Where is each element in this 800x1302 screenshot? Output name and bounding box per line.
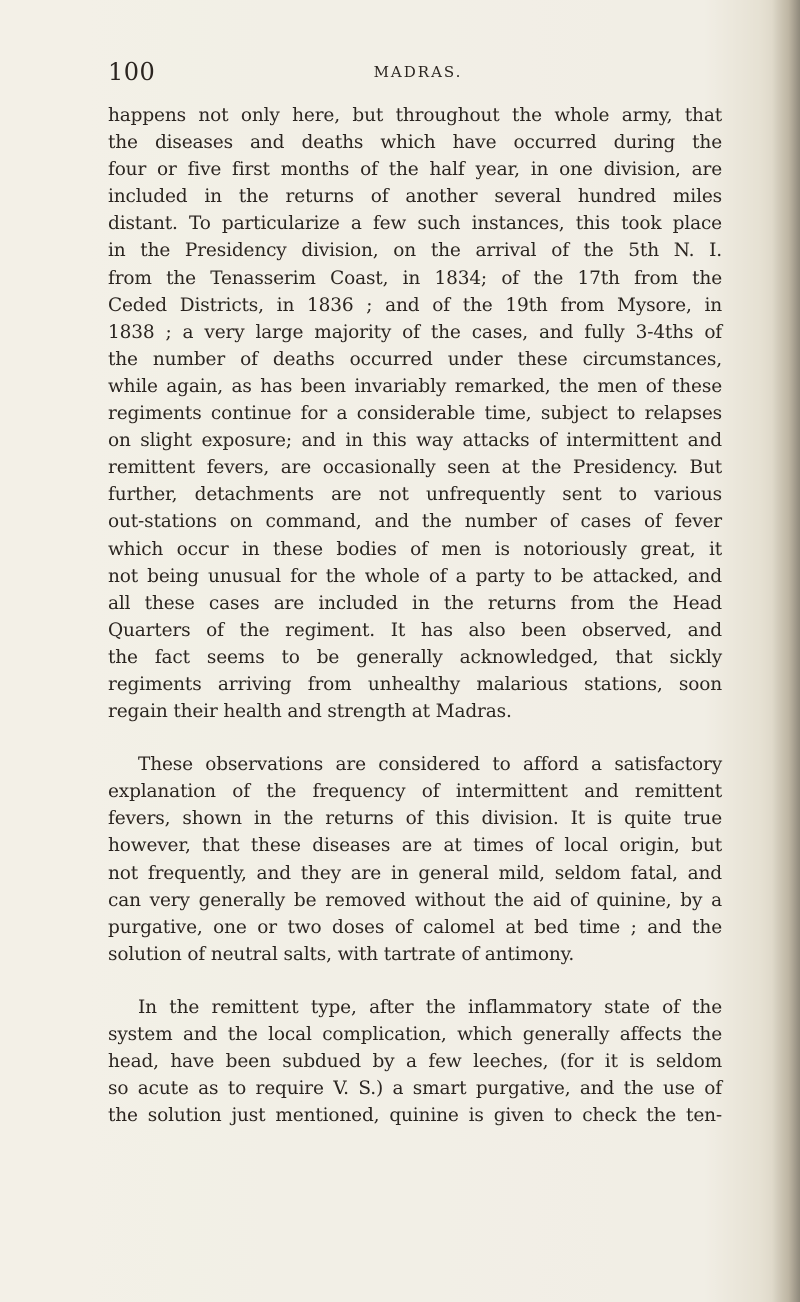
body-text xyxy=(108,102,722,1155)
text-line: 1838 ; a very large majority of the cases, and fully 3-4ths of xyxy=(108,321,722,343)
text-line: however, that these diseases are at times of local origin, but xyxy=(108,835,722,857)
text-line: fevers, shown in the returns of this division. It is quite true xyxy=(108,808,722,830)
page-binding-shadow xyxy=(772,0,800,1302)
text-line: head, have been subdued by a few leeches, (for it is seldom xyxy=(108,1051,722,1073)
text-line: the solution just mentioned, quinine is given to check the ten- xyxy=(108,1105,722,1127)
text-line: can very generally be removed without the aid of quinine, by a xyxy=(108,889,722,911)
text-line: happens not only here, but throughout the whole army, that xyxy=(108,105,722,126)
paragraph-1 xyxy=(108,102,722,725)
text-line: Quarters of the regiment. It has also been observed, and xyxy=(108,619,722,641)
text-line: In the remittent type, after the inflammatory state of the xyxy=(138,996,722,1018)
text-line: on slight exposure; and in this way attacks of intermittent and xyxy=(108,430,722,452)
text-line: explanation of the frequency of intermittent and remittent xyxy=(108,781,722,803)
page-number: 100 xyxy=(108,58,156,86)
text-line: the number of deaths occurred under these circumstances, xyxy=(108,348,722,370)
text-line: Ceded Districts, in 1836 ; and of the 19th from Mysore, in xyxy=(108,294,722,316)
text-line: while again, as has been invariably remarked, the men of these xyxy=(108,375,722,397)
text-line: further, detachments are not unfrequently sent to various xyxy=(108,484,722,506)
paragraph-3 xyxy=(108,994,722,1129)
text-line: system and the local complication, which generally affects the xyxy=(108,1024,722,1045)
text-line: in the Presidency division, on the arrival of the 5th N. I. xyxy=(108,240,722,262)
text-line: regiments continue for a considerable time, subject to relapses xyxy=(108,403,722,425)
text-line: all these cases are included in the returns from the Head xyxy=(108,592,722,614)
text-line: out-stations on command, and the number of cases of fever xyxy=(108,511,722,533)
text-line: purgative, one or two doses of calomel at bed time ; and the xyxy=(108,916,722,938)
page-header xyxy=(108,58,728,84)
text-line: not being unusual for the whole of a party to be attacked, and xyxy=(108,565,722,587)
text-line: the fact seems to be generally acknowledged, that sickly xyxy=(108,646,722,668)
text-line: remittent fevers, are occasionally seen at the Presidency. But xyxy=(108,457,722,479)
text-line: regiments arriving from unhealthy malarious stations, soon xyxy=(108,673,722,695)
text-line: included in the returns of another several hundred miles xyxy=(108,186,722,208)
text-line: four or five first months of the half year, in one division, are xyxy=(108,159,722,181)
text-line: which occur in these bodies of men is notoriously great, it xyxy=(108,538,722,560)
text-line: not frequently, and they are in general mild, seldom fatal, and xyxy=(108,862,722,884)
text-line: from the Tenasserim Coast, in 1834; of the 17th from the xyxy=(108,267,722,289)
paragraph-2 xyxy=(108,751,722,968)
running-head: MADRAS. xyxy=(373,63,463,81)
text-line: distant. To particularize a few such instances, this took place xyxy=(108,213,722,235)
text-line: regain their health and strength at Madras. xyxy=(108,701,512,723)
text-line: so acute as to require V. S.) a smart purgative, and the use of xyxy=(108,1078,722,1100)
text-line: solution of neutral salts, with tartrate of antimony. xyxy=(108,943,575,965)
text-line: These observations are considered to afford a satisfactory xyxy=(138,754,722,776)
text-line: the diseases and deaths which have occurred during the xyxy=(108,132,722,154)
